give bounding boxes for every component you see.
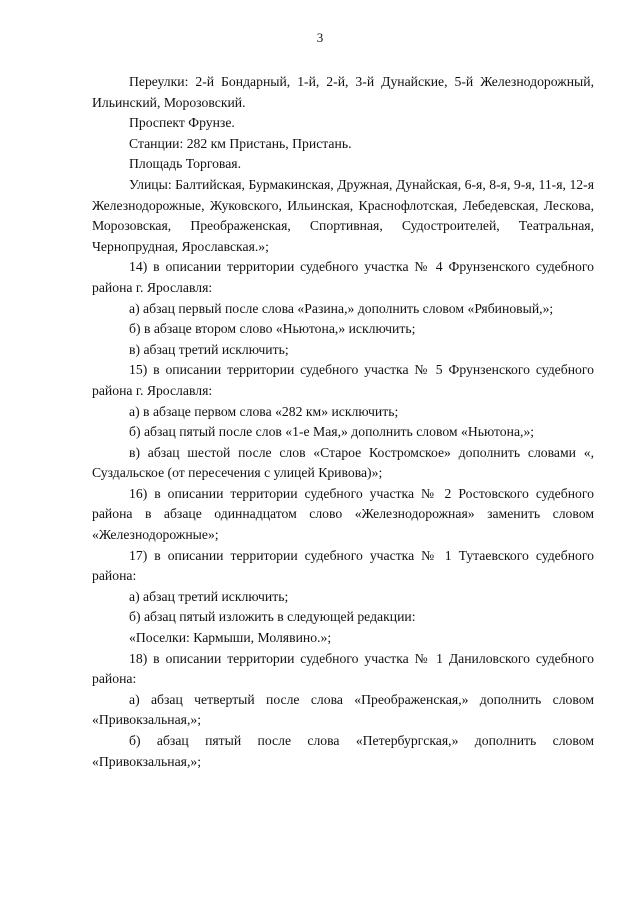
paragraph-item-15b: б) абзац пятый после слов «1-е Мая,» дополнить словом «Ньютона,»; (129, 424, 535, 440)
paragraph-item-16: 16) в описании территории судебного участка № 2 Ростовского судебного района в абзаце одиннадцатом слово «Железнодорожная» заменить словом «Железнодорожные»; (92, 485, 594, 543)
document-body (92, 72, 594, 772)
page-number: 3 (316, 30, 324, 45)
paragraph-item-15c: в) абзац шестой после слов «Старое Костромское» дополнить словами «, Суздальское (от пересечения с улицей Кривова)»; (92, 444, 594, 481)
paragraph-item-18b: б) абзац пятый после слова «Петербургская,» дополнить словом «Привокзальная,»; (92, 733, 594, 769)
paragraph-item-15a: а) в абзаце первом слова «282 км» исключить; (129, 403, 399, 419)
paragraph-item-17a: а) абзац третий исключить; (129, 588, 289, 604)
paragraph-item-14a: а) абзац первый после слова «Разина,» дополнить словом «Рябиновый,»; (129, 300, 554, 316)
paragraph-item-17: 17) в описании территории судебного участка № 1 Тутаевского судебного района: (92, 547, 594, 584)
paragraph-item-15: 15) в описании территории судебного участка № 5 Фрунзенского судебного района г. Ярославля: (92, 362, 594, 398)
paragraph-lanes: Переулки: 2-й Бондарный, 1-й, 2-й, 3-й Дунайские, 5-й Железнодорожный, Ильинский, Морозовский. (92, 74, 594, 110)
paragraph-item-18a: а) абзац четвертый после слова «Преображенская,» дополнить словом «Привокзальная,»; (92, 691, 594, 728)
paragraph-item-14c: в) абзац третий исключить; (129, 341, 289, 357)
paragraph-item-17-quote: «Поселки: Кармыши, Молявино.»; (129, 630, 332, 646)
paragraph-stations: Станции: 282 км Пристань, Пристань. (129, 135, 352, 151)
paragraph-item-14: 14) в описании территории судебного участка № 4 Фрунзенского судебного района г. Ярославля: (92, 259, 594, 295)
paragraph-item-14b: б) в абзаце втором слово «Ньютона,» исключить; (129, 321, 416, 337)
paragraph-square: Площадь Торговая. (129, 156, 242, 172)
paragraph-item-17b: б) абзац пятый изложить в следующей редакции: (129, 609, 416, 625)
paragraph-item-18: 18) в описании территории судебного участка № 1 Даниловского судебного района: (92, 650, 594, 687)
paragraph-avenue: Проспект Фрунзе. (129, 115, 235, 131)
paragraph-streets: Улицы: Балтийская, Бурмакинская, Дружная, Дунайская, 6-я, 8-я, 9-я, 11-я, 12-я Железнодорожные, Жуковского, Ильинская, Краснофлотская, Лебедевская, Лескова, Морозовская, Преображенская, Спортивная, Судостроителей, Театральная, Чернопрудная, Ярославская.»; (92, 176, 594, 254)
